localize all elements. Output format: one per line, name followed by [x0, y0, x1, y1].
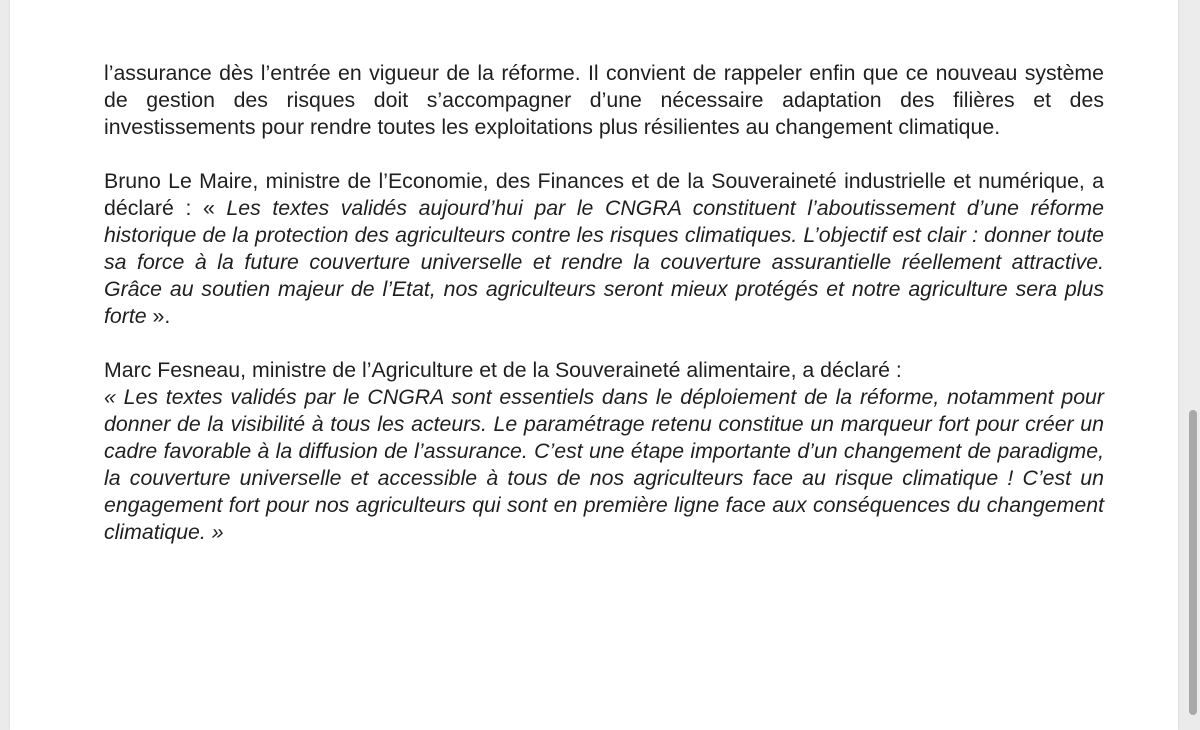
paragraph-fesneau-statement [104, 357, 1104, 546]
vertical-scrollbar[interactable] [1184, 0, 1200, 715]
scrollbar-thumb[interactable] [1189, 410, 1197, 715]
fesneau-quote: « Les textes validés par le CNGRA sont essentiels dans le déploiement de la réforme, notamment pour donner de la visibilité à tous les acteurs. Le paramétrage retenu constitue un marqueur fort pour créer un cadre favorable à la diffusion de l’assurance. C’est une étape importante d’un changement de paradigme, la couverture universelle et accessible à tous de nos agriculteurs face au risque climatique ! C’est un engagement fort pour nos agriculteurs qui sont en première ligne face aux conséquences du changement climatique. » [104, 385, 1104, 544]
le-maire-outro: ». [146, 304, 171, 328]
paragraph-le-maire-statement [104, 168, 1104, 330]
le-maire-quote: Les textes validés aujourd’hui par le CNGRA constituent l’aboutissement d’une réforme historique de la protection des agriculteurs contre les risques climatiques. L’objectif est clair : donner toute sa force à la future couverture universelle et rendre la couverture assurantielle réellement attractive. Grâce au soutien majeur de l’Etat, nos agriculteurs seront mieux protégés et notre agriculture sera plus forte [104, 196, 1104, 328]
paragraph-reform-conclusion: l’assurance dès l’entrée en vigueur de la réforme. Il convient de rappeler enfin que ce nouveau système de gestion des risques doit s’accompagner d’une nécessaire adaptation des filières et des investissements pour rendre toutes les exploitations plus résilientes au changement climatique. [104, 61, 1104, 139]
le-maire-intro: Bruno Le Maire, ministre de l’Economie, des Finances et de la Souveraineté industrielle et numérique, a déclaré : « [104, 169, 1104, 220]
document-page [10, 0, 1178, 730]
fesneau-intro: Marc Fesneau, ministre de l’Agriculture et de la Souveraineté alimentaire, a déclaré : [104, 358, 902, 382]
page-content [104, 60, 1104, 546]
